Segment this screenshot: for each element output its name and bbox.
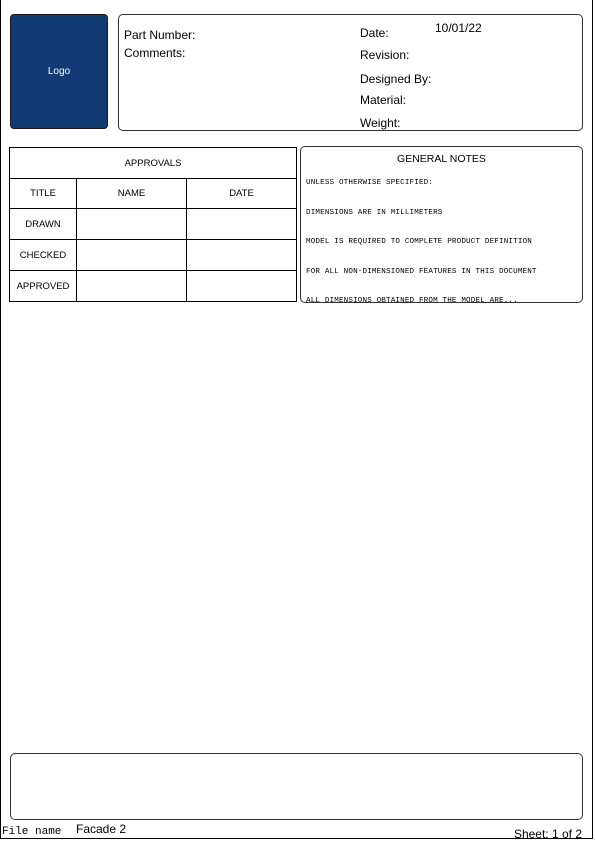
approvals-table [9,147,297,302]
note-line: UNLESS OTHERWISE SPECIFIED: [306,179,434,187]
file-name-value: Facade 2 [76,822,127,836]
row-title-checked: CHECKED [10,240,77,271]
revision-label: Revision: [360,48,410,62]
logo-text: Logo [47,66,71,77]
designed-by-label: Designed By: [360,72,432,86]
row-date-cell [187,209,297,240]
table-row [10,271,297,302]
bottom-notes-box [10,753,583,820]
note-line: DIMENSIONS ARE IN MILLIMETERS [306,209,443,217]
general-notes-title: GENERAL NOTES [397,153,486,165]
row-name-cell [77,209,187,240]
table-row [10,209,297,240]
note-line: FOR ALL NON-DIMENSIONED FEATURES IN THIS DOCUMENT [306,268,537,276]
header-name: NAME [77,179,187,209]
row-name-cell [77,240,187,271]
note-line: MODEL IS REQUIRED TO COMPLETE PRODUCT DEFINITION [306,238,532,246]
sheet-number: Sheet: 1 of 2 [513,827,582,841]
date-label: Date: [360,26,389,40]
row-date-cell [187,271,297,302]
logo [10,14,108,129]
file-name-label: File name [2,826,62,838]
row-title-approved: APPROVED [10,271,77,302]
title-block [118,14,583,131]
header-date: DATE [187,179,297,209]
note-line: ALL DIMENSIONS OBTAINED FROM THE MODEL ARE... [306,297,518,303]
general-notes-box [300,146,583,303]
row-title-drawn: DRAWN [10,209,77,240]
approvals-title: APPROVALS [10,148,297,179]
row-name-cell [77,271,187,302]
row-date-cell [187,240,297,271]
part-number-label: Part Number: [124,28,196,42]
weight-label: Weight: [360,116,401,130]
comments-label: Comments: [124,46,186,60]
header-title: TITLE [10,179,77,209]
material-label: Material: [360,93,407,107]
date-value: 10/01/22 [435,21,482,35]
table-row [10,240,297,271]
